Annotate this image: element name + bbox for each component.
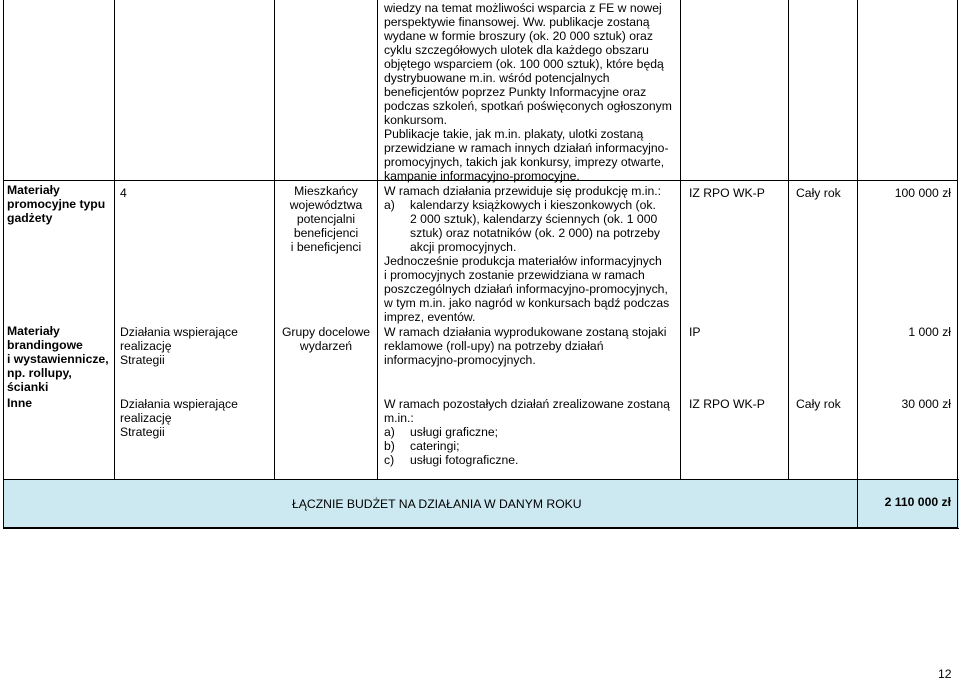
row-funding-source: IZ RPO WK-P (689, 186, 765, 200)
row-description: W ramach działania przewiduje się produkcję m.in.: a) kalendarzy książkowych i kieszonkowych (ok. 2 000 sztuk), kalendarzy ściennych (ok. 1 000 sztuk) oraz notatników (ok. 2 000) na potrzeby akcji promocyjnych. Jednocześnie produkcja materiałów informacyjnych i promocyjnych zostanie przewidziana w ramach poszczególnych działań informacyjno-promocyjnych, w tym m.in. jako nagród w konkursach bądź podczas imprez, eventów. (384, 184, 670, 324)
grid-line (3, 0, 4, 527)
row-description: W ramach działania wyprodukowane zostaną stojaki reklamowe (roll-upy) na potrzeby działań informacyjno-promocyjnych. (384, 325, 667, 367)
grid-line (788, 0, 789, 479)
row-funding-source: IP (689, 325, 701, 339)
grid-line (857, 479, 858, 527)
row-activity: Działania wspierające realizację Strategii (120, 325, 238, 367)
row-funding-source: IZ RPO WK-P (689, 397, 765, 411)
grid-line (680, 0, 681, 479)
row-category: Materiały promocyjne typu gadżety (7, 183, 106, 225)
row-category: Inne (7, 396, 33, 410)
row-target-group: Mieszkańcy województwa potencjalni beneficjenci i beneficjenci (289, 184, 363, 254)
row-period: Cały rok (796, 186, 841, 200)
row-activity: Działania wspierające realizację Strategii (120, 397, 238, 439)
row-target-group: Grupy docelowe wydarzeń (281, 325, 371, 353)
grid-line (957, 0, 958, 527)
row-period: Cały rok (796, 397, 841, 411)
grid-line (274, 0, 275, 479)
grid-line (377, 0, 378, 479)
grid-line (3, 527, 958, 528)
row-description: W ramach pozostałych działań zrealizowane zostaną m.in.: a) usługi graficzne; b) cateringi; c) usługi fotograficzne. (384, 397, 670, 467)
row-budget: 1 000 zł (908, 325, 951, 339)
continuation-text: wiedzy na temat możliwości wsparcia z FE w nowej perspektywie finansowej. Ww. publikacje zostaną wydane w formie broszury (ok. 20 000 sztuk) oraz cyklu szczegółowych ulotek dla każdego obszaru objętego wsparciem (ok. 100 000 sztuk), które będą dystrybuowane m.in. wśród potencjalnych beneficjentów poprzez Punkty Informacyjne oraz podczas szkoleń, spotkań poświęconych ogłoszonym konkursom. Publikacje takie, jak m.in. plakaty, ulotki zostaną przewidziane w ramach innych działań informacyjno- promocyjnych, takich jak konkursy, imprezy otwarte, kampanie informacyjno-promocyjne. (384, 1, 672, 183)
row-budget: 30 000 zł (901, 397, 951, 411)
row-budget: 100 000 zł (894, 186, 951, 200)
row-category: Materiały brandingowe i wystawiennicze, np. rollupy, ścianki (7, 324, 109, 394)
total-value: 2 110 000 zł (884, 495, 951, 509)
grid-line (114, 0, 115, 479)
page-number: 12 (938, 667, 952, 681)
row-activity: 4 (120, 186, 127, 200)
total-label: ŁĄCZNIE BUDŻET NA DZIAŁANIA W DANYM ROKU (292, 497, 582, 511)
